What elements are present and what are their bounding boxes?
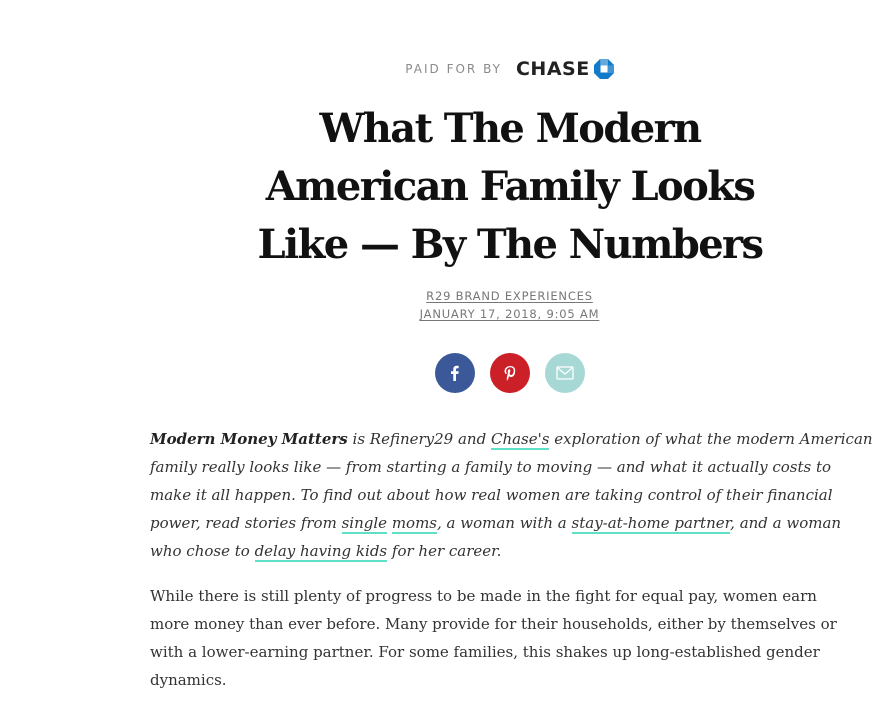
chase-link[interactable]: Chase's xyxy=(490,430,550,448)
stay-at-home-partner-link[interactable]: stay-at-home partner xyxy=(571,514,731,532)
single-link[interactable]: single xyxy=(341,514,388,532)
facebook-icon xyxy=(447,365,463,381)
delay-having-kids-link[interactable]: delay having kids xyxy=(254,542,388,560)
series-name: Modern Money Matters xyxy=(150,430,348,448)
intro-text-4: , a woman with a xyxy=(437,514,572,532)
intro-text-2: exploration of what the modern American family really looks like — from starting a family to moving — and what it actually costs to make it all happen. To find out about how real women are taking control of their financial power, read stories from xyxy=(150,430,873,532)
intro-text-5: , and a woman who chose to xyxy=(150,514,842,560)
facebook-share-button[interactable] xyxy=(435,353,475,393)
moms-link[interactable]: moms xyxy=(391,514,437,532)
author-link[interactable]: R29 BRAND EXPERIENCES xyxy=(426,289,593,303)
article-date xyxy=(0,307,889,321)
paid-for-label: PAID FOR BY xyxy=(405,62,502,76)
chase-octagon-icon[interactable] xyxy=(594,59,614,79)
date-text: JANUARY 17, 2018, 9:05 AM xyxy=(419,307,600,321)
body-paragraph: While there is still plenty of progress to be made in the fight for equal pay, women earn more money than ever before. Many provide for their households, either by themselves or with a lower-earning partner. For some families, this shakes up long-established gender dynamics. xyxy=(150,587,837,689)
intro-text-1: is Refinery29 and xyxy=(347,430,491,448)
email-share-button[interactable] xyxy=(545,353,585,393)
share-bar xyxy=(0,353,889,393)
article-author[interactable] xyxy=(0,289,889,303)
article-title: What The Modern American Family Looks Like — By The Numbers xyxy=(257,105,763,268)
sponsor-banner xyxy=(0,58,889,80)
pinterest-icon xyxy=(502,365,518,381)
pinterest-share-button[interactable] xyxy=(490,353,530,393)
mail-icon xyxy=(556,366,574,380)
sponsor-brand-name[interactable]: CHASE xyxy=(515,58,590,80)
intro-text-6: for her career. xyxy=(387,542,502,560)
intro-paragraph xyxy=(150,425,875,565)
